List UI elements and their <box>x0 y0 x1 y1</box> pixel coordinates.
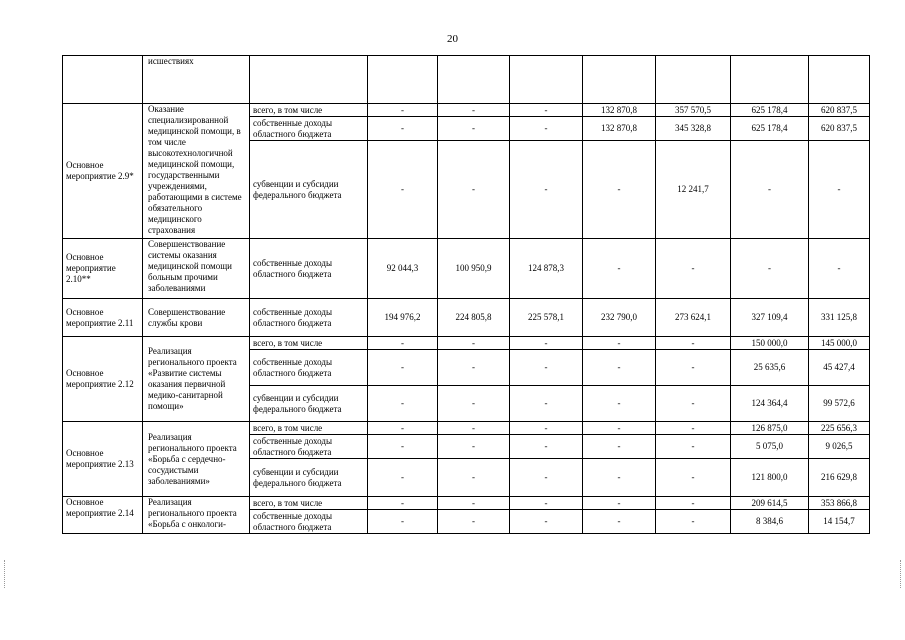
value-cell: 45 427,4 <box>809 350 870 386</box>
description-cell: Совершенствование службы крови <box>143 299 250 337</box>
value-cell: 14 154,7 <box>809 510 870 534</box>
value-cell: - <box>368 350 438 386</box>
source-cell <box>250 56 368 104</box>
value-cell: - <box>438 386 510 422</box>
value-cell: 273 624,1 <box>656 299 731 337</box>
table-row <box>63 104 870 117</box>
value-cell: 132 870,8 <box>583 104 656 117</box>
description-cell: Реализация регионального проекта «Развитие системы оказания первичной медико-санитарной помощи» <box>143 337 250 422</box>
value-cell <box>510 56 583 104</box>
value-cell: - <box>656 350 731 386</box>
value-cell: - <box>656 337 731 350</box>
value-cell: - <box>368 435 438 459</box>
value-cell <box>809 56 870 104</box>
value-cell: 145 000,0 <box>809 337 870 350</box>
value-cell: - <box>510 350 583 386</box>
value-cell: 9 026,5 <box>809 435 870 459</box>
value-cell: - <box>656 497 731 510</box>
value-cell: - <box>510 435 583 459</box>
budget-table <box>62 55 870 534</box>
table-row <box>63 337 870 350</box>
value-cell: - <box>656 239 731 299</box>
value-cell: - <box>368 497 438 510</box>
value-cell: - <box>583 510 656 534</box>
value-cell: 5 075,0 <box>731 435 809 459</box>
value-cell: - <box>438 104 510 117</box>
table-row <box>63 299 870 337</box>
value-cell: - <box>656 386 731 422</box>
value-cell: 216 629,8 <box>809 459 870 497</box>
value-cell: - <box>368 422 438 435</box>
event-cell: Основное мероприятие 2.14 <box>63 497 143 534</box>
value-cell: 92 044,3 <box>368 239 438 299</box>
value-cell: - <box>368 337 438 350</box>
value-cell: - <box>510 337 583 350</box>
value-cell: - <box>368 117 438 141</box>
value-cell: - <box>809 141 870 239</box>
value-cell: - <box>583 422 656 435</box>
value-cell: 194 976,2 <box>368 299 438 337</box>
value-cell: - <box>583 141 656 239</box>
value-cell: - <box>809 239 870 299</box>
source-cell: субвенции и субсидии федерального бюджета <box>250 459 368 497</box>
value-cell: - <box>368 510 438 534</box>
value-cell: 124 878,3 <box>510 239 583 299</box>
value-cell: - <box>656 510 731 534</box>
value-cell: 132 870,8 <box>583 117 656 141</box>
value-cell: - <box>583 497 656 510</box>
value-cell: 620 837,5 <box>809 117 870 141</box>
scan-edge-mark <box>4 560 6 588</box>
source-cell: собственные доходы областного бюджета <box>250 510 368 534</box>
source-cell: субвенции и субсидии федерального бюджета <box>250 141 368 239</box>
value-cell: - <box>368 386 438 422</box>
value-cell: - <box>438 459 510 497</box>
value-cell: - <box>656 422 731 435</box>
value-cell: 121 800,0 <box>731 459 809 497</box>
value-cell: 225 656,3 <box>809 422 870 435</box>
value-cell: - <box>510 510 583 534</box>
source-cell: всего, в том числе <box>250 104 368 117</box>
value-cell: - <box>438 422 510 435</box>
description-cell: Реализация регионального проекта «Борьба с сердечно-сосудистыми заболеваниями» <box>143 422 250 497</box>
event-cell <box>63 56 143 104</box>
value-cell <box>583 56 656 104</box>
value-cell: 327 109,4 <box>731 299 809 337</box>
value-cell: - <box>368 141 438 239</box>
value-cell: 232 790,0 <box>583 299 656 337</box>
value-cell <box>438 56 510 104</box>
value-cell: - <box>583 435 656 459</box>
value-cell: - <box>731 141 809 239</box>
value-cell: - <box>368 459 438 497</box>
event-cell: Основное мероприятие 2.9* <box>63 104 143 239</box>
value-cell: 357 570,5 <box>656 104 731 117</box>
value-cell: - <box>583 239 656 299</box>
value-cell: - <box>656 459 731 497</box>
value-cell: - <box>438 497 510 510</box>
description-cell: исшествиях <box>143 56 250 104</box>
value-cell: - <box>438 337 510 350</box>
value-cell: - <box>368 104 438 117</box>
value-cell: 625 178,4 <box>731 104 809 117</box>
value-cell: - <box>510 422 583 435</box>
value-cell: - <box>583 350 656 386</box>
value-cell: 8 384,6 <box>731 510 809 534</box>
value-cell: 209 614,5 <box>731 497 809 510</box>
value-cell: 25 635,6 <box>731 350 809 386</box>
value-cell: - <box>438 435 510 459</box>
source-cell: собственные доходы областного бюджета <box>250 239 368 299</box>
description-cell: Оказание специализированной медицинской помощи, в том числе высокотехнологичной медицинской помощи, государственными учреждениями, работающими в системе обязательного медицинского страхования <box>143 104 250 239</box>
value-cell: - <box>583 337 656 350</box>
source-cell: собственные доходы областного бюджета <box>250 117 368 141</box>
source-cell: всего, в том числе <box>250 497 368 510</box>
source-cell: собственные доходы областного бюджета <box>250 435 368 459</box>
value-cell: 625 178,4 <box>731 117 809 141</box>
value-cell: - <box>438 350 510 386</box>
event-cell: Основное мероприятие 2.10** <box>63 239 143 299</box>
value-cell: - <box>583 386 656 422</box>
value-cell: 225 578,1 <box>510 299 583 337</box>
value-cell: 224 805,8 <box>438 299 510 337</box>
value-cell: 12 241,7 <box>656 141 731 239</box>
source-cell: собственные доходы областного бюджета <box>250 299 368 337</box>
value-cell: 353 866,8 <box>809 497 870 510</box>
value-cell <box>731 56 809 104</box>
source-cell: всего, в том числе <box>250 337 368 350</box>
event-cell: Основное мероприятие 2.11 <box>63 299 143 337</box>
value-cell: - <box>438 141 510 239</box>
value-cell: - <box>510 141 583 239</box>
value-cell: 620 837,5 <box>809 104 870 117</box>
source-cell: собственные доходы областного бюджета <box>250 350 368 386</box>
source-cell: субвенции и субсидии федерального бюджета <box>250 386 368 422</box>
value-cell: - <box>510 459 583 497</box>
table-row <box>63 497 870 510</box>
value-cell: 150 000,0 <box>731 337 809 350</box>
value-cell: - <box>583 459 656 497</box>
scan-edge-mark <box>900 560 902 588</box>
event-cell: Основное мероприятие 2.12 <box>63 337 143 422</box>
table-row <box>63 239 870 299</box>
value-cell: - <box>510 497 583 510</box>
value-cell <box>656 56 731 104</box>
value-cell: - <box>510 386 583 422</box>
value-cell: - <box>510 117 583 141</box>
value-cell: - <box>656 435 731 459</box>
value-cell: 345 328,8 <box>656 117 731 141</box>
table-row <box>63 56 870 104</box>
event-cell: Основное мероприятие 2.13 <box>63 422 143 497</box>
page-number: 20 <box>447 33 458 45</box>
value-cell: 331 125,8 <box>809 299 870 337</box>
value-cell: - <box>438 510 510 534</box>
value-cell: - <box>438 117 510 141</box>
description-cell: Совершенствование системы оказания медицинской помощи больным прочими заболеваниями <box>143 239 250 299</box>
value-cell: 124 364,4 <box>731 386 809 422</box>
table-row <box>63 422 870 435</box>
value-cell: - <box>510 104 583 117</box>
value-cell: - <box>731 239 809 299</box>
value-cell <box>368 56 438 104</box>
source-cell: всего, в том числе <box>250 422 368 435</box>
value-cell: 99 572,6 <box>809 386 870 422</box>
description-cell: Реализация регионального проекта «Борьба с онкологи- <box>143 497 250 534</box>
value-cell: 126 875,0 <box>731 422 809 435</box>
value-cell: 100 950,9 <box>438 239 510 299</box>
